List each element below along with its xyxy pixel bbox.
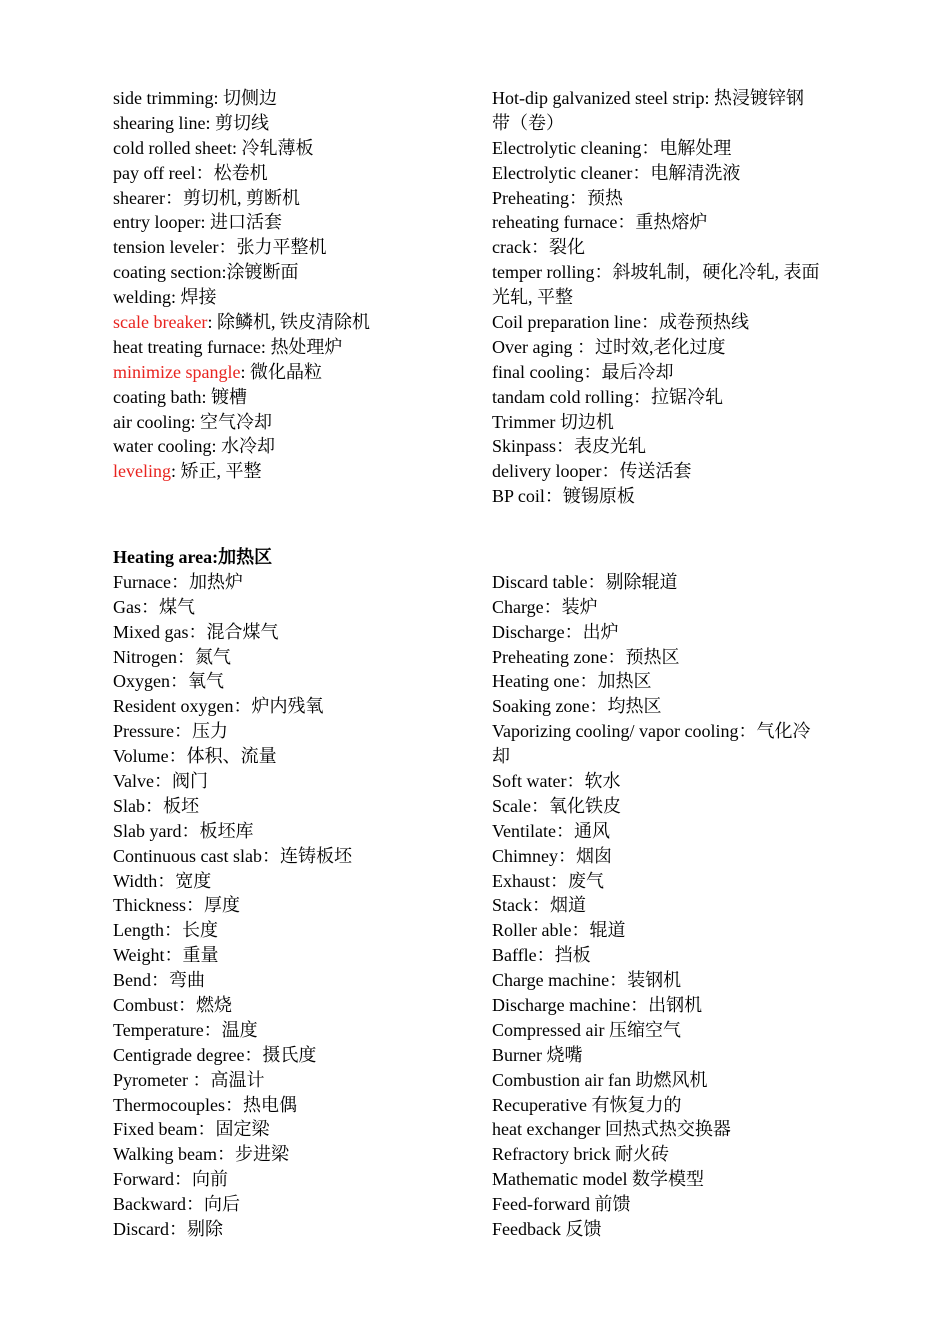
term-separator: :	[221, 262, 227, 283]
term-separator: :	[207, 312, 217, 333]
glossary-line: Ventilate：通风	[492, 820, 610, 841]
glossary-entry	[113, 285, 463, 310]
term-cn: 镀槽	[211, 386, 247, 407]
term-separator: :	[200, 212, 210, 233]
term-en: pay off reel	[113, 162, 196, 183]
glossary-line: reheating furnace：重热熔炉	[492, 212, 708, 233]
glossary-line: Backward：向后	[113, 1194, 240, 1215]
top-left-glossary	[113, 86, 463, 484]
glossary-line: Feed-forward 前馈	[492, 1194, 631, 1215]
glossary-line: Heating one：加热区	[492, 671, 652, 692]
glossary-entry	[113, 410, 463, 435]
term-en: water cooling	[113, 436, 212, 457]
glossary-entry-highlighted	[113, 459, 463, 484]
section-heading: Heating area:加热区	[113, 547, 273, 567]
term-en: welding	[113, 287, 171, 308]
glossary-line: Recuperative 有恢复力的	[492, 1094, 682, 1115]
glossary-line: Discharge：出炉	[492, 621, 619, 642]
term-cn: 张力平整机	[236, 237, 327, 258]
glossary-entry-highlighted	[113, 310, 463, 335]
term-separator: :	[240, 361, 250, 382]
term-separator: :	[231, 137, 242, 158]
glossary-entry	[113, 335, 463, 360]
glossary-line: Resident oxygen：炉内残氧	[113, 696, 324, 717]
term-en-highlighted: scale breaker	[113, 312, 208, 333]
term-separator: ：	[195, 162, 214, 183]
glossary-entry	[113, 210, 463, 235]
glossary-entry	[113, 136, 463, 161]
glossary-line: Mathematic model 数学模型	[492, 1169, 704, 1190]
glossary-line: crack：裂化	[492, 237, 585, 258]
glossary-line: Pyrometer ：高温计	[113, 1069, 265, 1090]
glossary-line: Charge：装炉	[492, 596, 598, 617]
glossary-line: Fixed beam：固定梁	[113, 1119, 270, 1140]
glossary-line: Burner 烧嘴	[492, 1044, 583, 1065]
glossary-line: Pressure：压力	[113, 721, 228, 742]
glossary-entry	[113, 235, 463, 260]
glossary-line: 却	[492, 746, 510, 767]
term-separator: ：	[164, 187, 183, 208]
glossary-line: Furnace：加热炉	[113, 571, 243, 592]
glossary-entry	[113, 111, 463, 136]
glossary-line: Preheating：预热	[492, 187, 623, 208]
glossary-line: Discard：剔除	[113, 1219, 223, 1240]
term-separator: :	[260, 336, 271, 357]
term-en: side trimming	[113, 88, 214, 108]
glossary-line: Valve：阀门	[113, 771, 208, 792]
term-en: tension leveler	[113, 237, 219, 258]
glossary-line: Centigrade degree：摄氏度	[113, 1044, 317, 1065]
glossary-line: Electrolytic cleaning：电解处理	[492, 137, 732, 158]
glossary-entry	[113, 434, 463, 459]
term-cn: 空气冷却	[200, 411, 272, 432]
term-cn: 剪切线	[215, 112, 269, 133]
term-cn: 水冷却	[220, 436, 275, 457]
term-separator: :	[170, 461, 181, 482]
glossary-line: Electrolytic cleaner：电解清洗液	[492, 162, 741, 183]
heating-right-glossary	[492, 545, 842, 1242]
glossary-line: Width：宽度	[113, 870, 212, 891]
term-en-highlighted: leveling	[113, 461, 171, 482]
glossary-line: Discard table：剔除辊道	[492, 571, 678, 592]
glossary-line: Continuous cast slab：连铸板坯	[113, 845, 352, 866]
glossary-line: Baffle：挡板	[492, 945, 591, 966]
glossary-line: Slab：板坯	[113, 795, 200, 816]
glossary-line: Bend：弯曲	[113, 970, 205, 991]
glossary-line: Temperature：温度	[113, 1019, 258, 1040]
glossary-line: Weight：重量	[113, 945, 219, 966]
glossary-line: Thickness：厚度	[113, 895, 240, 916]
term-cn: 进口活套	[209, 212, 282, 233]
glossary-line: Oxygen：氧气	[113, 671, 224, 692]
glossary-line: Refractory brick 耐火砖	[492, 1144, 669, 1165]
term-en: coating section	[113, 262, 222, 283]
term-en: shearer	[113, 187, 165, 208]
term-cn: 松卷机	[213, 162, 268, 183]
glossary-line: BP coil：镀锡原板	[492, 486, 635, 507]
term-separator: :	[211, 436, 221, 457]
term-en: shearing line	[113, 112, 206, 133]
glossary-line: Coil preparation line：成卷预热线	[492, 312, 749, 333]
glossary-entry-highlighted	[113, 360, 463, 385]
glossary-entry	[113, 186, 463, 211]
term-separator: ：	[218, 237, 237, 258]
term-separator: :	[205, 112, 215, 133]
glossary-line: Walking beam：步进梁	[113, 1144, 290, 1165]
glossary-entry	[113, 260, 463, 285]
glossary-line: Exhaust：废气	[492, 870, 604, 891]
term-cn: 微化晶粒	[249, 361, 322, 382]
term-cn: 冷轧薄板	[241, 137, 314, 158]
glossary-line: 带（卷）	[492, 112, 564, 133]
term-cn: 焊接	[180, 287, 217, 308]
term-separator: :	[201, 386, 211, 407]
glossary-line: delivery looper：传送活套	[492, 461, 692, 482]
term-en: entry looper	[113, 212, 201, 233]
glossary-line: Volume：体积、流量	[113, 746, 277, 767]
glossary-line: Discharge machine：出钢机	[492, 995, 703, 1016]
glossary-line: Feedback 反馈	[492, 1219, 602, 1240]
glossary-line: Scale：氧化铁皮	[492, 795, 621, 816]
term-en: air cooling	[113, 411, 191, 432]
glossary-entry	[113, 385, 463, 410]
glossary-line: Chimney：烟囱	[492, 845, 612, 866]
glossary-line: Trimmer 切边机	[492, 411, 614, 432]
glossary-line: Combust：燃烧	[113, 995, 233, 1016]
term-en: heat treating furnace	[113, 336, 261, 357]
glossary-line: Length：长度	[113, 920, 218, 941]
glossary-line: Skinpass：表皮光轧	[492, 436, 647, 457]
glossary-line: Preheating zone：预热区	[492, 646, 680, 667]
term-separator: :	[213, 88, 224, 108]
glossary-line: Roller able：辊道	[492, 920, 626, 941]
term-en: cold rolled sheet	[113, 137, 232, 158]
glossary-line: 光轧, 平整	[492, 287, 573, 308]
glossary-line: Forward：向前	[113, 1169, 228, 1190]
glossary-line: Charge machine：装钢机	[492, 970, 682, 991]
glossary-line: Stack：烟道	[492, 895, 586, 916]
glossary-line: final cooling：最后冷却	[492, 361, 674, 382]
glossary-line: Soaking zone：均热区	[492, 696, 662, 717]
glossary-line: Vaporizing cooling/ vapor cooling：气化冷	[492, 721, 811, 742]
glossary-line: Slab yard：板坯库	[113, 820, 254, 841]
glossary-line: Mixed gas：混合煤气	[113, 621, 279, 642]
term-separator: :	[190, 411, 200, 432]
term-cn: 矫正, 平整	[180, 461, 262, 482]
term-separator: :	[171, 287, 181, 308]
glossary-line: heat exchanger 回热式热交换器	[492, 1119, 731, 1140]
glossary-line: Soft water：软水	[492, 771, 621, 792]
term-cn: 剪切机, 剪断机	[182, 187, 300, 208]
term-cn: 热处理炉	[270, 336, 343, 357]
term-cn: 涂镀断面	[226, 262, 299, 283]
glossary-line: Hot-dip galvanized steel strip: 热浸镀锌钢	[492, 88, 804, 108]
glossary-entry	[113, 161, 463, 186]
glossary-line: Gas：煤气	[113, 596, 195, 617]
glossary-line: tandam cold rolling：拉锯冷轧	[492, 386, 723, 407]
term-en-highlighted: minimize spangle	[113, 361, 241, 382]
heating-left-glossary	[113, 545, 463, 1242]
top-right-glossary	[492, 86, 842, 509]
glossary-line: Nitrogen：氮气	[113, 646, 231, 667]
glossary-line: Compressed air 压缩空气	[492, 1019, 681, 1040]
term-cn: 切侧边	[223, 88, 278, 108]
term-en: coating bath	[113, 386, 202, 407]
glossary-line: temper rolling：斜坡轧制，硬化冷轧, 表面	[492, 262, 820, 283]
glossary-line: Thermocouples：热电偶	[113, 1094, 297, 1115]
glossary-entry	[113, 86, 463, 111]
term-cn: 除鳞机, 铁皮清除机	[216, 312, 370, 333]
glossary-line: Combustion air fan 助燃风机	[492, 1069, 708, 1090]
glossary-line: Over aging ：过时效,老化过度	[492, 336, 726, 357]
heading-spacer	[492, 545, 842, 570]
